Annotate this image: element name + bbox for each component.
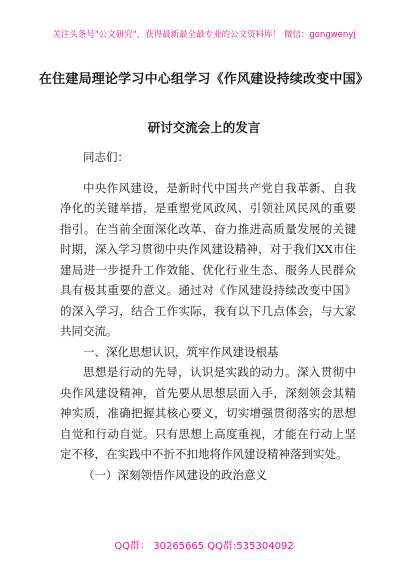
subsection-heading-1: （一）深刻领悟作风建设的政治意义 [83,467,267,482]
intro-paragraph: 中央作风建设，是新时代中国共产党自我革新、自我净化的关键举措，是重塑党风政风、引领社风民风的重要指引。在当前全面深化改革、奋力推进高质量发展的关键时期，深入学习贯彻中央作风建设精神，对于我们XX市住建局进一步提升工作效能、优化行业生态、服务人民群众具有极其重要的意义。通过对《作风建设持续改变中国》的深入学习，结合工作实际，我有以下几点体会，与大家共同交流。 [60,180,356,338]
footer-qq-note: QQ群： 30265665 QQ群:535304092 [114,541,294,552]
salutation: 同志们： [83,150,129,164]
document-subtitle: 研讨交流会上的发言 [147,120,261,135]
document-title: 在住建局理论学习中心组学习《作风建设持续改变中国》 [38,72,369,87]
section-paragraph-1: 思想是行动的先导，认识是实践的动力。深入贯彻中央作风建设精神，首先要从思想层面入手，深刻领会其精神实质，准确把握其核心要义，切实增强贯彻落实的思想自觉和行动自觉。只有思想上高度重视，才能在行动上坚定不移，在实践中不折不扣地将作风建设精神落到实处。 [60,365,356,461]
document-body [60,147,356,485]
section-heading-1: 一、深化思想认识，筑牢作风建设根基 [83,344,279,359]
header-promo-note: 关注头条号"公文研究"，获得最新最全最专业的公文资料库！ 微信：gongwenyj [52,30,356,40]
